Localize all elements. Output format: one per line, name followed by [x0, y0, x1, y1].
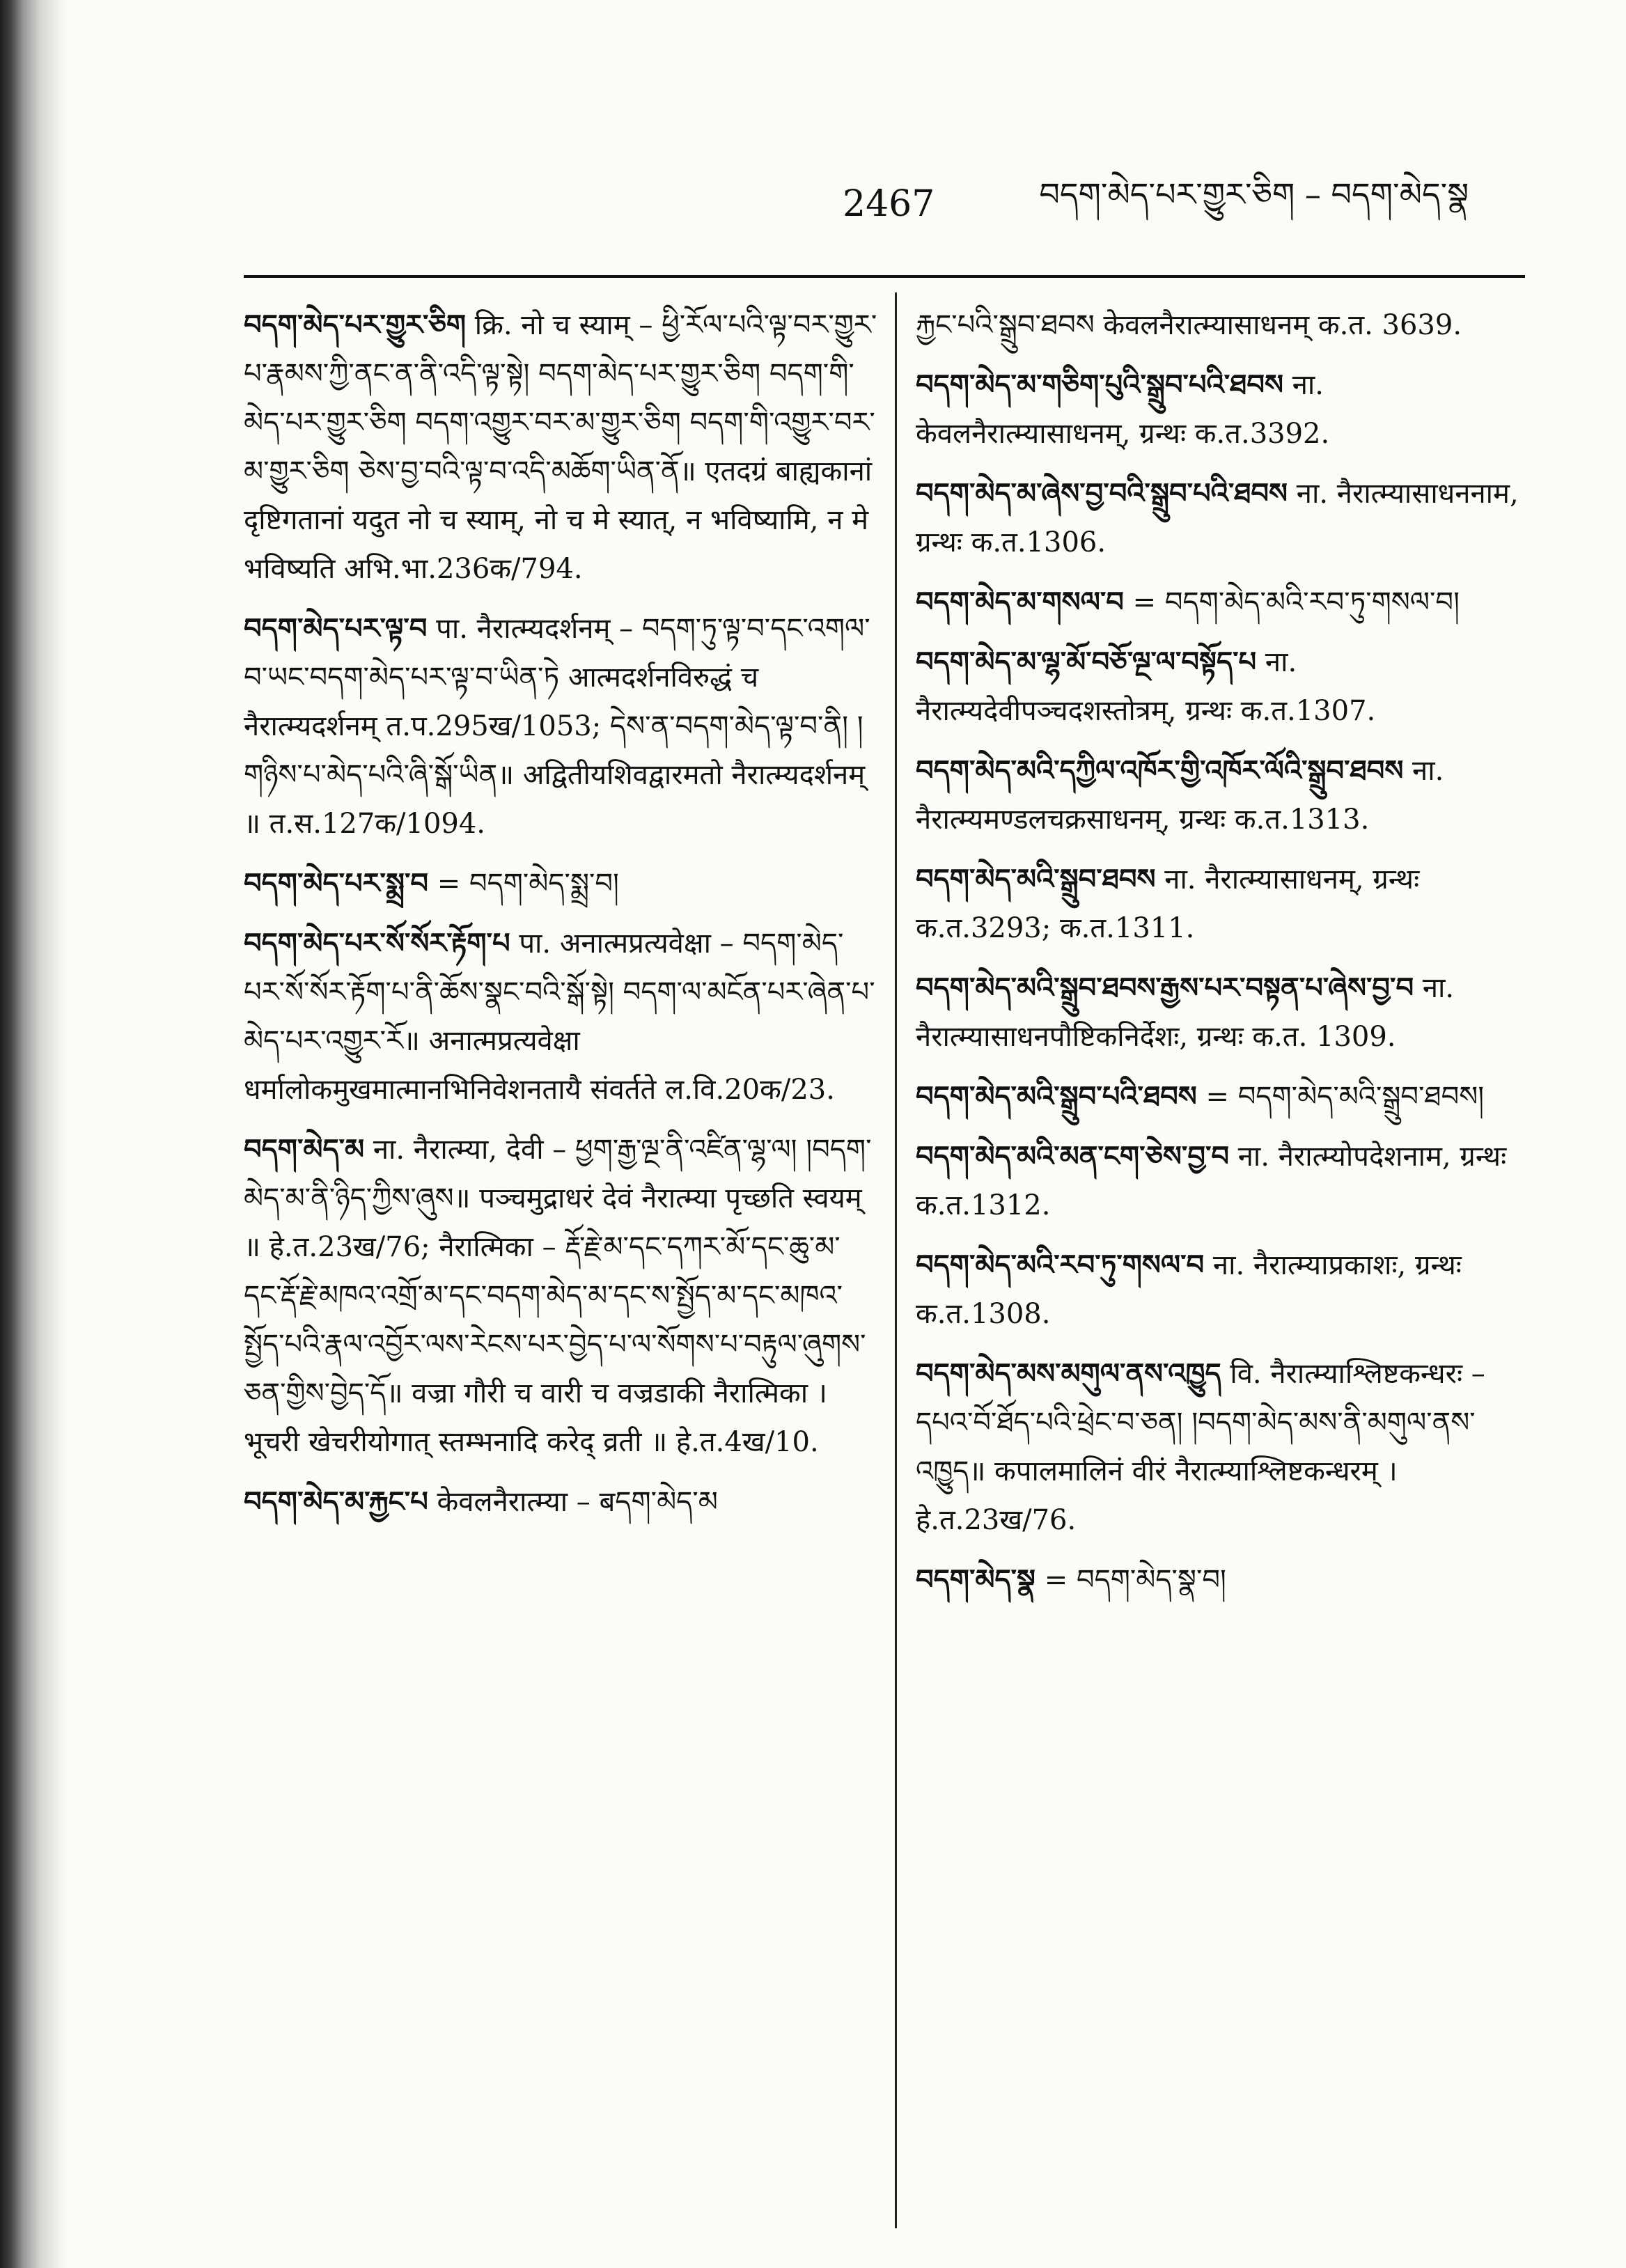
entry-headword: བདག་མེད་པར་ལྟ་བ	[244, 612, 428, 645]
dictionary-entry	[916, 1350, 1525, 1544]
header-rule	[244, 275, 1525, 278]
page-header	[843, 173, 1522, 235]
dictionary-entry	[916, 1132, 1525, 1230]
dictionary-entry	[244, 1478, 877, 1526]
dictionary-entry	[916, 1556, 1525, 1604]
entry-definition: རྐྱང་པའི་སྒྲུབ་ཐབས केवलनैरात्म्यासाधनम् क.त. 3639.	[916, 309, 1462, 341]
entry-headword: བདག་མེད་མ་གསལ་བ	[916, 586, 1124, 618]
entry-headword: བདག་མེད་མའི་དཀྱིལ་འཁོར་གྱི་འཁོར་ལོའི་སྒྲུབ་ཐབས	[916, 754, 1404, 787]
entry-definition: वि. नैरात्म्याश्लिष्टकन्धरः – དཔའ་བོ་ཐོད་པའི་ཕྲེང་བ་ཅན། །བདག་མེད་མས་ནི་མགུལ་ནས་འཁྱུད॥ कपालमालिनं वीरं नैरात्म्याश्लिष्टकन्धरम् । हे.त.23ख/76.	[916, 1358, 1485, 1536]
entry-definition: ना. केवलनैरात्म्यासाधनम्, ग्रन्थः क.त.3392.	[916, 369, 1330, 450]
dictionary-entry	[916, 638, 1525, 735]
left-column	[244, 301, 877, 1538]
dictionary-entry	[916, 361, 1525, 458]
entry-headword: བདག་མེད་མའི་སྒྲུབ་པའི་ཐབས	[916, 1080, 1197, 1113]
entry-headword: བདག་མེད་སྣ	[916, 1563, 1035, 1596]
column-divider	[895, 292, 897, 2228]
entry-definition: केवलनैरात्म्या – बདག་མེད་མ	[437, 1486, 718, 1518]
entry-headword: བདག་མེད་མ་ཞེས་བྱ་བའི་སྒྲུབ་པའི་ཐབས	[916, 477, 1288, 510]
entry-definition: ना. नैरात्म्यमण्डलचक्रसाधनम्, ग्रन्थः क.त.1313.	[916, 755, 1444, 836]
entry-definition: ना. नैरात्म्यासाधनपौष्टिकनिर्देशः, ग्रन्थः क.त. 1309.	[916, 972, 1455, 1053]
entry-headword: བདག་མེད་མའི་སྒྲུབ་ཐབས་རྒྱས་པར་བསྟན་པ་ཞེས་བྱ་བ	[916, 971, 1414, 1004]
entry-headword: བདག་མེད་མའི་མན་ངག་ཅེས་བྱ་བ	[916, 1140, 1229, 1173]
entry-definition: क्रि. नो च स्याम् – ཕྱི་རོལ་པའི་ལྟ་བར་གྱུར་པ་རྣམས་ཀྱི་ནང་ན་ནི་འདི་ལྟ་སྟེ། བདག་མེད་པར་གྱུར་ཅིག བདག་གི་མེད་པར་གྱུར་ཅིག བདག་འགྱུར་བར་མ་གྱུར་ཅིག བདག་གི་འགྱུར་བར་མ་གྱུར་ཅིག ཅེས་བྱ་བའི་ལྟ་བ་འདི་མཆོག་ཡིན་ནོ॥ एतदग्रं बाह्यकानां दृष्टिगतानां यदुत नो च स्याम्, नो च मे स्यात्, न भविष्यामि, न मे भविष्यति अभि.भा.236क/794.	[244, 309, 877, 585]
entry-definition: पा. अनात्मप्रत्यवेक्षा – བདག་མེད་པར་སོ་སོར་རྟོག་པ་ནི་ཆོས་སྣང་བའི་སྒོ་སྟེ། བདག་ལ་མངོན་པར་ཞེན་པ་མེད་པར་འགྱུར་རོ॥ अनात्मप्रत्यवेक्षा धर्मालोकमुखमात्मानभिनिवेशनतायै संवर्तते ल.वि.20क/23.	[244, 928, 875, 1106]
dictionary-entry	[916, 746, 1525, 844]
dictionary-entry	[916, 469, 1525, 567]
dictionary-entry	[244, 859, 877, 908]
dictionary-entry	[244, 919, 877, 1114]
dictionary-entry	[916, 964, 1525, 1061]
entry-headword: བདག་མེད་པར་སྨྲ་བ	[244, 867, 428, 900]
scan-edge-shadow	[0, 0, 66, 2268]
dictionary-entry	[916, 578, 1525, 627]
entry-headword: བདག་མེད་མ་རྐྱང་པ	[244, 1485, 428, 1518]
entry-definition: ना. नैरात्म्याप्रकाशः, ग्रन्थः क.त.1308.	[916, 1249, 1462, 1330]
entry-headword: བདག་མེད་མ	[244, 1133, 365, 1166]
entry-definition: = བདག་མེད་མའི་སྒྲུབ་ཐབས།	[1205, 1081, 1485, 1113]
entry-definition: ना. नैरात्म्यासाधनम्, ग्रन्थः क.त.3293; क.त.1311.	[916, 863, 1420, 944]
entry-definition: ना. नैरात्म्या, देवी – ཕྱག་རྒྱ་ལྔ་ནི་འཛིན་ལྷ་ལ། །བདག་མེད་མ་ནི་ཉིད་ཀྱིས་ཞུས॥ पञ्चमुद्राधरं देवं नैरात्म्या पृच्छति स्वयम् ॥ हे.त.23ख/76; नैरात्मिका – རྡོ་རྗེ་མ་དང་དཀར་མོ་དང་ཆུ་མ་དང་རྡོ་རྗེ་མཁའ་འགྲོ་མ་དང་བདག་མེད་མ་དང་ས་སྤྱོད་མ་དང་མཁའ་སྤྱོད་པའི་རྣལ་འབྱོར་ལས་རེངས་པར་བྱེད་པ་ལ་སོགས་པ་བརྟུལ་ཞུགས་ཅན་གྱིས་བྱེད་དོ॥ वज्रा गौरी च वारी च वज्रडाकी नैरात्मिका । भूचरी खेचरीयोगात् स्तम्भनादि करेद् व्रती ॥ हे.त.4ख/10.	[244, 1134, 872, 1458]
entry-headword: བདག་མེད་མས་མགུལ་ནས་འཁྱུད	[916, 1357, 1221, 1390]
right-column	[916, 301, 1525, 1616]
entry-headword: བདག་མེད་པར་སོ་སོར་རྟོག་པ	[244, 927, 510, 960]
entry-definition: = བདག་མེད་སྣ་བ།	[1044, 1564, 1226, 1596]
entry-definition: = བདག་མེད་མའི་རབ་ཏུ་གསལ་བ།	[1132, 586, 1460, 618]
dictionary-entry	[244, 604, 877, 848]
page-number: 2467	[843, 183, 935, 225]
entry-definition: ना. नैरात्म्यदेवीपञ्चदशस्तोत्रम्, ग्रन्थः क.त.1307.	[916, 646, 1376, 727]
dictionary-entry-continued	[916, 301, 1525, 350]
dictionary-entry	[244, 301, 877, 593]
entry-definition: ना. नैरात्म्यासाधननाम, ग्रन्थः क.त.1306.	[916, 478, 1519, 558]
running-head: བདག་མེད་པར་གྱུར་ཅིག – བདག་མེད་སྣ	[1039, 175, 1469, 213]
dictionary-entry	[916, 855, 1525, 953]
entry-definition: पा. नैरात्म्यदर्शनम् – བདག་ཏུ་ལྟ་བ་དང་འགལ་བ་ཡང་བདག་མེད་པར་ལྟ་བ་ཡིན་ཏེ आत्मदर्शनविरुद्धं च नैरात्म्यदर्शनम् त.प.295ख/1053; དེས་ན་བདག་མེད་ལྟ་བ་ནི། །གཉིས་པ་མེད་པའི་ཞི་སྒོ་ཡིན॥ अद्वितीयशिवद्वारमतो नैरात्म्यदर्शनम् ॥ त.स.127क/1094.	[244, 613, 870, 840]
dictionary-entry	[244, 1125, 877, 1467]
entry-headword: བདག་མེད་མའི་སྒྲུབ་ཐབས	[916, 863, 1156, 896]
entry-headword: བདག་མེད་མ་ལྷ་མོ་བཅོ་ལྔ་ལ་བསྟོད་པ	[916, 646, 1257, 678]
entry-definition: ना. नैरात्म्योपदेशनाम, ग्रन्थः क.त.1312.	[916, 1141, 1507, 1221]
dictionary-entry	[916, 1241, 1525, 1338]
entry-headword: བདག་མེད་མ་གཅིག་པུའི་སྒྲུབ་པའི་ཐབས	[916, 368, 1283, 401]
dictionary-entry	[916, 1072, 1525, 1121]
entry-definition: = བདག་མེད་སྨྲ་བ།	[437, 868, 619, 900]
entry-headword: བདག་མེད་མའི་རབ་ཏུ་གསལ་བ	[916, 1249, 1205, 1281]
entry-headword: བདག་མེད་པར་གྱུར་ཅིག	[244, 308, 467, 341]
